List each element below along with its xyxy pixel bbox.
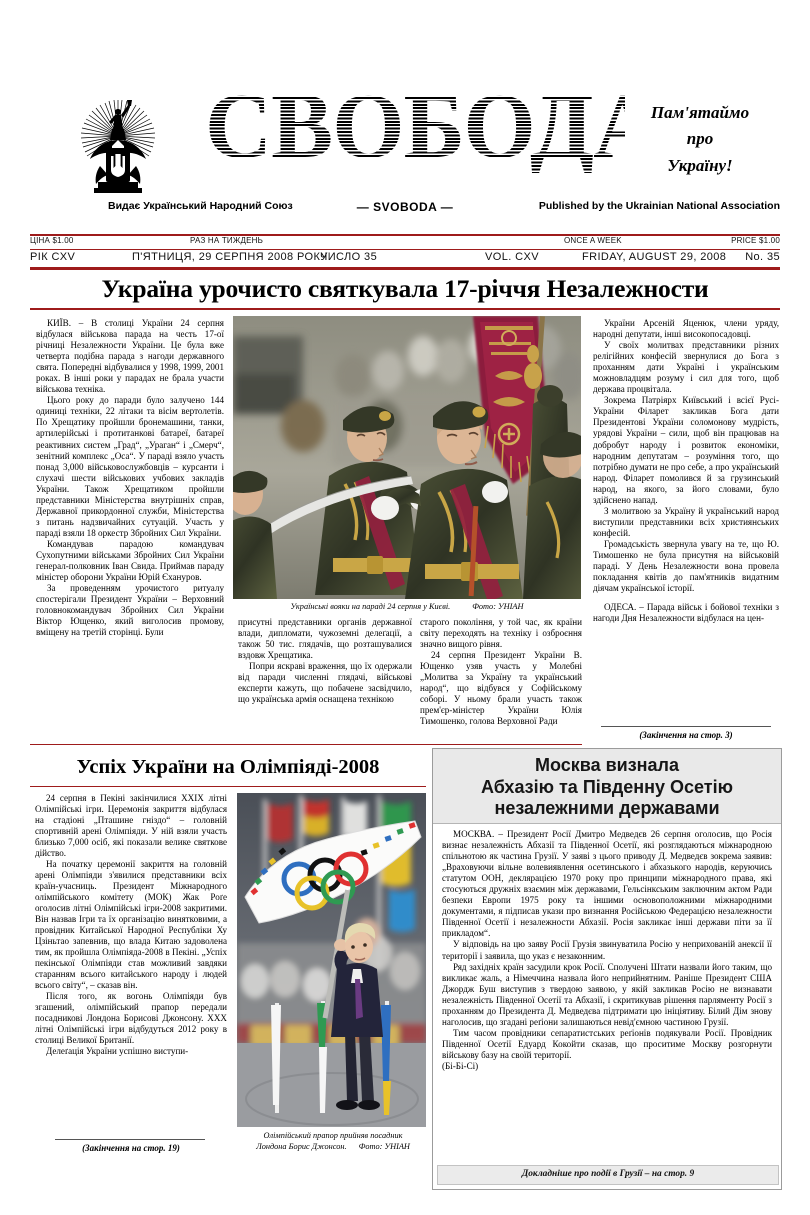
paragraph: України Арсеній Яценюк, члени уряду, народні депутати, інші високопосадовці. bbox=[593, 318, 779, 340]
lead-article-column-3 bbox=[420, 617, 582, 727]
remember-ukraine-slogan bbox=[620, 100, 780, 179]
lead-article-headline: Україна урочисто святкувала 17-річчя Незалежности bbox=[101, 274, 709, 303]
paragraph: МОСКВА. – Президент Росії Дмитро Медведєв 26 серпня оголосив, що Росія визнає незалежність Абхазії та Південної Осетії, які розглядаються міжнародною спільнотою як частина Грузії. У заяві з цього приводу Д. Медведєв зокрема заявив: „Враховуючи вільне волевиявлення осетинського і абхазького народів, керуючись статутом ООН, деклярацією 1970 року про принципи міжнародного права, які стосуються дружніх взаємин між державами, Гельсінкським заключним актом Ради безпеки Европи 1975 року та іншими основоположними міжнародними документами, я підписав укази про визнання Російською Федерацією незалежности Південної Осетії і незалежности Абхазії. Росія закликає інші держави піти за її прикладом“. bbox=[442, 829, 772, 939]
date-ukrainian: П'ЯТНИЦЯ, 29 СЕРПНЯ 2008 РОКУ bbox=[132, 251, 328, 263]
olympics-photo-caption bbox=[237, 1130, 429, 1152]
paragraph: На початку церемонії закриття на головній арені Олімпіяди з'явилися представники всіх країн-учасниць. Президент Міжнародного олімпійського комітету (МОК) Жак Роґе оголосив літні Олімпійські ігри-2008 закритими. Він назвав Ігри та їх організацію винятковими, а провідник Китайської Народної Республіки Ху Цзіньтао запевнив, що влада Китаю задоволена тим, як пройшла Олімпіяда-2008 в Пекіні. „Успіх пекінської Олімпіяди став можливий завдяки старанням всього китайського народу і людей всього світу“, – сказав він. bbox=[35, 859, 227, 990]
paragraph: Зокрема Патріярх Київський і всієї Русі-України Філарет закликав Бога дати Президентові України соломонову мудрість, урядові України – сили, щоб він працював на добробут народу і розвиток економіки, народним депутатам – розуміння того, що потрібно думати не про себе, а про український народ. Філарет помолився й за грузинський народ, на якого, за його словами, було здійснено напад. bbox=[593, 395, 779, 505]
frequency-ukrainian: РАЗ НА ТИЖДЕНЬ bbox=[190, 236, 264, 245]
moscow-article-box bbox=[432, 748, 782, 1190]
headline-line-3: незалежними державами bbox=[494, 798, 720, 818]
rule-under-headline bbox=[30, 308, 780, 310]
paragraph: Попри яскраві враження, що їх одержали від паради численні глядачі, військові експерти кажуть, що побачене засвідчило, що українська армія оснащена технікою bbox=[238, 661, 412, 705]
masthead-subline bbox=[30, 200, 780, 216]
price-ukrainian: ЦІНА $1.00 bbox=[30, 236, 74, 245]
photo-credit: Фото: УНІАН bbox=[472, 602, 524, 611]
paragraph: Делеґація України успішно виступи- bbox=[46, 1046, 189, 1056]
photo-credit: Фото: УНІАН bbox=[358, 1142, 410, 1151]
caption-line-2: Лондона Борис Джонсон. bbox=[256, 1142, 347, 1151]
olympic-flag-handover-photo bbox=[237, 793, 426, 1127]
paragraph: Тим часом провідники сепаратистських реґіонів подякували Росії. Провідник Південної Осетії Едуард Кокойти сказав, що проситиме Москву розгорнути військову базу на своїй території. bbox=[442, 1027, 772, 1060]
soldiers-parade-photo bbox=[233, 316, 581, 599]
issue-english: No. 35 bbox=[745, 251, 780, 263]
volume-english: VOL. CXV bbox=[485, 251, 539, 263]
date-english: FRIDAY, AUGUST 29, 2008 bbox=[582, 251, 727, 263]
paragraph: старого покоління, у той час, як країни світу переходять на техніку і озброєння значно вищого рівня. bbox=[420, 617, 582, 650]
olympics-article-headline: Успіх України на Олімпіяді-2008 bbox=[76, 756, 380, 778]
rule-above-continuation-olympics bbox=[55, 1139, 205, 1140]
lead-article-continuation[interactable]: (Закінчення на стор. 3) bbox=[639, 730, 733, 740]
caption-text: Українські вояки на параді 24 серпня у Києві. bbox=[290, 602, 451, 611]
publisher-english: Published by the Ukrainian National Association bbox=[538, 200, 780, 212]
lead-article-column-1 bbox=[36, 318, 224, 638]
paragraph: Цього року до паради було залучено 144 одиниці техніки, 22 літаки та вісім вертолетів. По Хрещатику пройшли бронемашини, танки, артилерійські і протитанкові батареї, батареї реактивних систем „Град“, „Ураган“ і „Смерч“, зенітний комплекс „Оса“. У параді взяло участь понад 3,000 військовослужбовців – курсанти і слухачі шести військових учбових закладів України. Також Хрещатиком пройшли представники Міністерства внутрішніх справ, Державної прикордонної служби, Міністерства з питань надзвичайних сутуацій. Участь у параді взяли 18 оркестр Збройних Сил України. bbox=[36, 395, 224, 538]
paragraph: 24 серпня Президент України В. Ющенко узяв участь у Молебні „Молитва за Україну та український народ“, що відбувся у Софійському соборі. У ньому брали участь також прем'єр-міністер України Юлія Тимошенко, голова Верховної Ради bbox=[420, 650, 582, 727]
volume-date-band bbox=[30, 251, 780, 267]
source-attribution: (Бі-Бі-Сі) bbox=[442, 1060, 479, 1071]
paragraph: За проведенням урочистого ритуалу спостерігали Президент України – Верховний головнокомандувач Збройних Сил України Віктор Ющенко, який виголосив промову, вміщену на третій сторінці. Були bbox=[36, 583, 224, 638]
paragraph: Після того, як вогонь Олімпіяди був згашений, олімпійський прапор передали посадникові Лондона Борисові Джонсону. XXX літні Олімпійські ігри відбудуться 2012 року в столиці Великої Британії. bbox=[35, 991, 227, 1045]
statue-of-liberty-torch-trident-emblem-icon bbox=[72, 96, 164, 196]
paragraph: З молитвою за Україну й український народ виступили представники всіх християнських конфесій. bbox=[593, 505, 779, 538]
rule-mid bbox=[30, 249, 780, 250]
caption-line-1: Олімпійський прапор прийняв посадник bbox=[263, 1131, 403, 1140]
paragraph: ОДЕСА. – Парада військ і бойової техніки з нагоди Дня Незалежности відбулася на цен- bbox=[593, 602, 779, 624]
paragraph: 24 серпня в Пекіні закінчилися XXIX літні Олімпійські ігри. Церемонія закриття відбулася на стадіоні „Пташине гніздо“ – головній спортивній арені Олімпіяди. У ній взяли участь близько 7,000 осіб, які показали велике святкове дійство. bbox=[35, 793, 227, 858]
rule-bottom bbox=[30, 267, 780, 270]
price-english: PRICE $1.00 bbox=[731, 236, 780, 245]
publisher-ukrainian: Видає Український Народний Союз bbox=[108, 200, 293, 212]
paragraph: Громадськість звернула увагу на те, що Ю. Тимошенко не була присутня на військовій параді. У День Незалежности вона провела покладання квітів до пам'ятників видатним діячам української історії. bbox=[593, 538, 779, 594]
slogan-line-2: про bbox=[686, 129, 714, 149]
paragraph: присутні представники органів державної влади, дипломати, чужоземні делеґації, а також 50 тис. глядачів, що розташувалися вздовж Хрещатика. bbox=[238, 617, 412, 661]
olympics-article-continuation[interactable]: (Закінчення на стор. 19) bbox=[82, 1143, 180, 1153]
slogan-line-3: Україну! bbox=[667, 155, 733, 175]
paragraph: Командував парадою командувач Сухопутними військами Збройних Сил України генерал-полковник Іван Свида. Приймав параду міністер оборони України Юрій Єхануров. bbox=[36, 538, 224, 583]
paragraph: КИЇВ. – В столиці України 24 серпня відбулася військова парада на честь 17-ої річниці Незалежности України. Це була вже четверта подібна парада з нагоди державного свята. Попередні відбувалися у 1998, 1999, 2001 роках. В інші роки у парадах не брала участи військова техніка. bbox=[36, 318, 224, 395]
moscow-article-body bbox=[442, 829, 772, 1072]
rule-under-olympics-headline bbox=[30, 786, 426, 787]
lead-article-column-2 bbox=[238, 617, 412, 705]
latin-title: — SVOBODA — bbox=[356, 200, 454, 214]
paragraph: У своїх молитвах представники різних релігійних конфесій звернулися до Бога з проханням дати Україні і українським можновладцям розуму і сил для того, щоб держава процвітала. bbox=[593, 340, 779, 395]
frequency-english: ONCE A WEEK bbox=[564, 236, 622, 245]
rule-section-divider-right bbox=[238, 744, 582, 745]
rule-above-continuation-main bbox=[601, 726, 771, 727]
masthead bbox=[30, 75, 780, 226]
headline-line-1: Москва визнала bbox=[534, 755, 680, 775]
lead-article-column-4 bbox=[593, 318, 779, 624]
main-photo-caption bbox=[233, 602, 581, 611]
paragraph: У відповідь на цю заяву Росії Грузія звинуватила Росію у неприхованій анексії її території і заявила, що указ є незаконним. bbox=[442, 939, 772, 961]
olympics-article-column bbox=[35, 793, 227, 1057]
slogan-line-1: Пам'ятаймо bbox=[650, 103, 750, 122]
moscow-article-headline bbox=[433, 755, 781, 820]
moscow-footer-note: Докладніше про події в Грузії – на стор. 9 bbox=[521, 1169, 695, 1179]
moscow-footer-band[interactable] bbox=[437, 1165, 779, 1185]
newspaper-title: СВОБОДА bbox=[205, 75, 660, 178]
headline-line-2: Абхазію та Південну Осетію bbox=[481, 776, 733, 797]
price-frequency-band bbox=[30, 236, 780, 249]
paragraph: Ряд західніх країн засудили крок Росії. Сполучені Штати назвали його таким, що викликає жаль, а Німеччина назвала його неприйнятним. Раніше Президент США Джордж Буш виступив з твердою заявою, у якій закликав Росію не визнавати незалежність Південної Осетії та Абхазії, і скритикував рішення парляменту Росії з проханням до Президента Д. Медведєва підтримати цю ініціятиву. Білий Дім знову наголосив, що згадані реґіони залишаються невід'ємною частиною Грузії. bbox=[442, 961, 772, 1027]
issue-ukrainian: ЧИСЛО 35 bbox=[320, 251, 378, 263]
year-ukrainian: РІК CXV bbox=[30, 251, 76, 263]
